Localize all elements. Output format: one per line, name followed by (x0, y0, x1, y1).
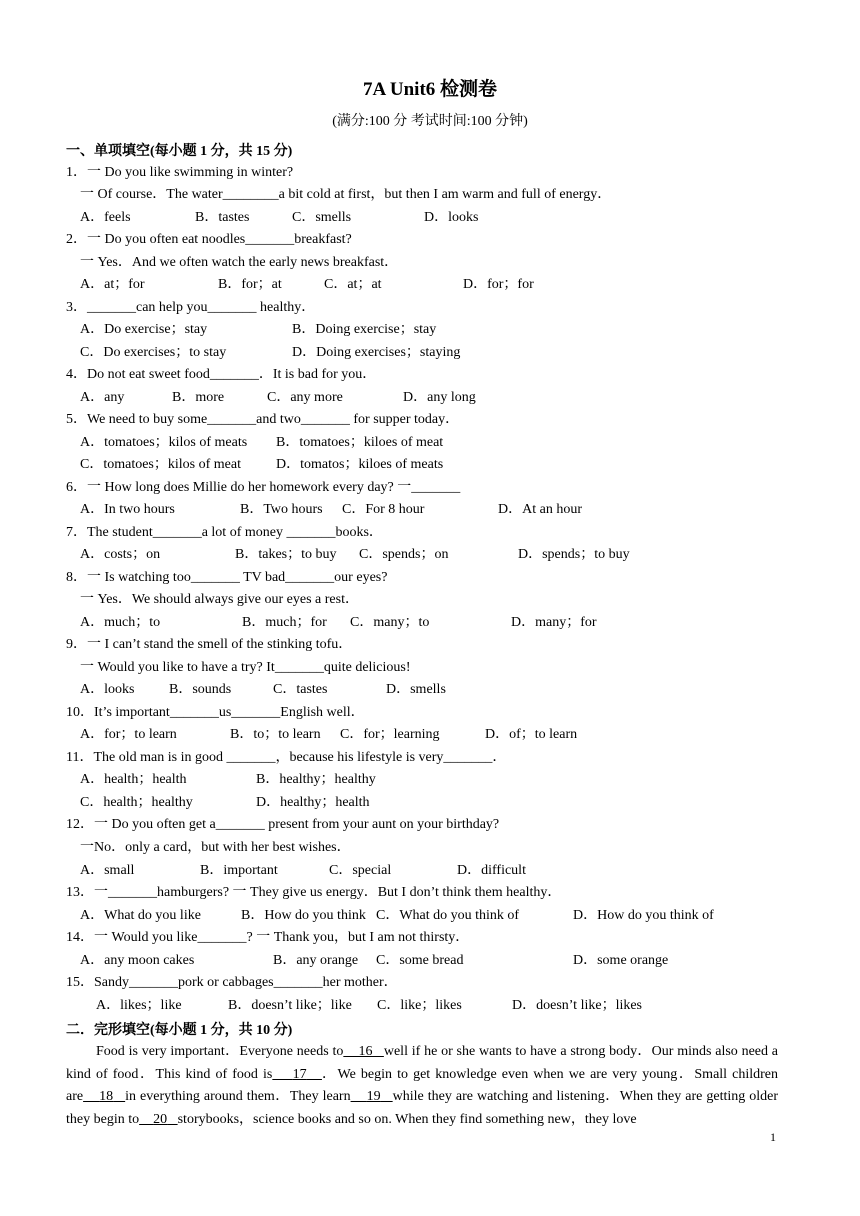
option-b: B．sounds (169, 682, 232, 697)
option-c: C．like；likes (377, 998, 462, 1013)
question-3-stem: 3．_______can help you_______ healthy． (66, 300, 316, 315)
option-b: B．Two hours (240, 502, 323, 517)
option-a: A．any (80, 390, 125, 405)
option-a: A．tomatoes；kilos of meats (80, 435, 248, 450)
option-d: D．some orange (573, 953, 669, 968)
question-11-stem: 11．The old man is in good _______，because his lifestyle is very_______． (66, 750, 507, 765)
question-1-stem: 1．一 Do you like swimming in winter? (66, 165, 294, 180)
option-d: D．healthy；health (256, 795, 370, 810)
blank-20 (139, 1112, 178, 1127)
cloze-passage (66, 1041, 778, 1131)
exam-info: (满分:100 分 考试时间:100 分钟) (332, 114, 528, 129)
blank-number: 16 (358, 1044, 373, 1059)
option-c: C．for；learning (340, 727, 440, 742)
option-a: A．at；for (80, 277, 145, 292)
option-a: A．much；to (80, 615, 161, 630)
option-c: C．Do exercises；to stay (80, 345, 227, 360)
option-a: A．What do you like (80, 908, 201, 923)
option-c: C．any more (267, 390, 343, 405)
option-c: C．health；healthy (80, 795, 193, 810)
option-d: D．difficult (457, 863, 526, 878)
question-6-stem: 6．一 How long does Millie do her homework every day? 一_______ (66, 480, 461, 495)
passage-text: well if he or she wants to have a strong body．Our minds also need a kind of food．This kind of food is (66, 1044, 779, 1082)
passage-text: storybooks，science books and so on. When they find something new，they love (177, 1111, 637, 1127)
option-b: B．takes；to buy (235, 547, 337, 562)
option-b: B．much；for (242, 615, 327, 630)
question-8-stem: 8．一 Is watching too_______ TV bad_______our eyes? (66, 570, 388, 585)
option-b: B．for；at (218, 277, 282, 292)
option-c: C．smells (292, 210, 352, 225)
question-9-stem: 9．一 I can’t stand the smell of the stinking tofu． (66, 637, 353, 652)
option-b: B．to；to learn (230, 727, 321, 742)
option-d: D．for；for (463, 277, 534, 292)
option-a: A．costs；on (80, 547, 161, 562)
blank-number: 19 (366, 1089, 381, 1105)
option-b: B．Doing exercise；stay (292, 322, 437, 337)
passage-text: in everything around them．They learn (125, 1089, 351, 1105)
option-b: B．tomatoes；kiloes of meat (276, 435, 444, 450)
passage-text: Food is very important．Everyone needs to (96, 1044, 344, 1059)
question-8-line-2: 一 Yes．We should always give our eyes a rest． (80, 592, 359, 607)
option-b: B．important (200, 863, 278, 878)
option-d: D．of；to learn (485, 727, 578, 742)
option-d: D．tomatos；kiloes of meats (276, 457, 444, 472)
blank-19 (351, 1089, 393, 1104)
blank-number: 18 (99, 1089, 114, 1105)
question-12-line-2: 一No．only a card，but with her best wishes． (80, 840, 351, 855)
option-b: B．tastes (195, 210, 250, 225)
blank-18 (83, 1089, 125, 1104)
blank-16 (343, 1044, 384, 1059)
option-c: C．What do you think of (376, 908, 520, 923)
option-b: B．How do you think (241, 908, 366, 923)
option-d: D．looks (424, 210, 479, 225)
option-a: A．likes；like (96, 998, 182, 1013)
option-c: C．tastes (273, 682, 328, 697)
option-d: D．Doing exercises；staying (292, 345, 461, 360)
question-14-stem: 14．一 Would you like_______? 一 Thank you，but I am not thirsty． (66, 930, 470, 945)
option-d: D．doesn’t like；likes (512, 998, 643, 1013)
option-d: D．smells (386, 682, 446, 697)
option-c: C．some bread (376, 953, 464, 968)
blank-number: 17 (292, 1066, 307, 1082)
option-d: D．At an hour (498, 502, 582, 517)
option-b: B．more (172, 390, 225, 405)
option-c: C．many；to (350, 615, 430, 630)
question-2-stem: 2．一 Do you often eat noodles_______breakfast? (66, 232, 352, 247)
section-1-heading: 一、单项填空(每小题 1 分，共 15 分) (66, 144, 293, 159)
passage-text: ．We begin to get knowledge even when we are very young．Small children are (66, 1066, 779, 1105)
question-4-stem: 4．Do not eat sweet food_______．It is bad for you． (66, 367, 377, 382)
page-number: 1 (770, 1130, 776, 1144)
option-d: D．any long (403, 390, 476, 405)
option-c: C．tomatoes；kilos of meat (80, 457, 241, 472)
option-a: A．any moon cakes (80, 953, 195, 968)
option-c: C．at；at (324, 277, 382, 292)
option-b: B．any orange (273, 953, 359, 968)
question-9-line-2: 一 Would you like to have a try? It_______quite delicious! (80, 660, 411, 675)
option-b: B．doesn’t like；like (228, 998, 352, 1013)
section-2-heading: 二．完形填空(每小题 1 分，共 10 分) (66, 1023, 293, 1038)
option-d: D．spends；to buy (518, 547, 630, 562)
option-a: A．In two hours (80, 502, 175, 517)
option-a: A．feels (80, 210, 131, 225)
question-10-stem: 10．It’s important_______us_______English well． (66, 705, 365, 720)
option-d: D．How do you think of (573, 908, 714, 923)
option-a: A．small (80, 863, 135, 878)
page-title: 7A Unit6 检测卷 (362, 79, 498, 100)
option-c: C．spends；on (359, 547, 449, 562)
option-b: B．healthy；healthy (256, 772, 376, 787)
question-1-line-2: 一 Of course．The water________a bit cold at first，but then I am warm and full of energy． (80, 187, 612, 202)
option-a: A．for；to learn (80, 727, 177, 742)
blank-17 (272, 1067, 322, 1082)
passage-text: while they are watching and listening．When they are getting older they begin to (66, 1089, 779, 1127)
blank-number: 20 (153, 1111, 168, 1127)
option-a: A．Do exercise；stay (80, 322, 208, 337)
question-5-stem: 5．We need to buy some_______and two_______ for supper today． (66, 412, 460, 427)
option-c: C．special (329, 863, 392, 878)
question-2-line-2: 一 Yes．And we often watch the early news breakfast． (80, 255, 399, 270)
question-15-stem: 15．Sandy_______pork or cabbages_______her mother． (66, 975, 398, 990)
option-a: A．looks (80, 682, 135, 697)
option-a: A．health；health (80, 772, 187, 787)
question-13-stem: 13．一_______hamburgers? 一 They give us energy．But I don’t think them healthy． (66, 885, 562, 900)
option-c: C．For 8 hour (342, 502, 425, 517)
question-7-stem: 7．The student_______a lot of money _______books． (66, 525, 383, 540)
question-12-stem: 12．一 Do you often get a_______ present from your aunt on your birthday? (66, 817, 500, 832)
option-d: D．many；for (511, 615, 597, 630)
